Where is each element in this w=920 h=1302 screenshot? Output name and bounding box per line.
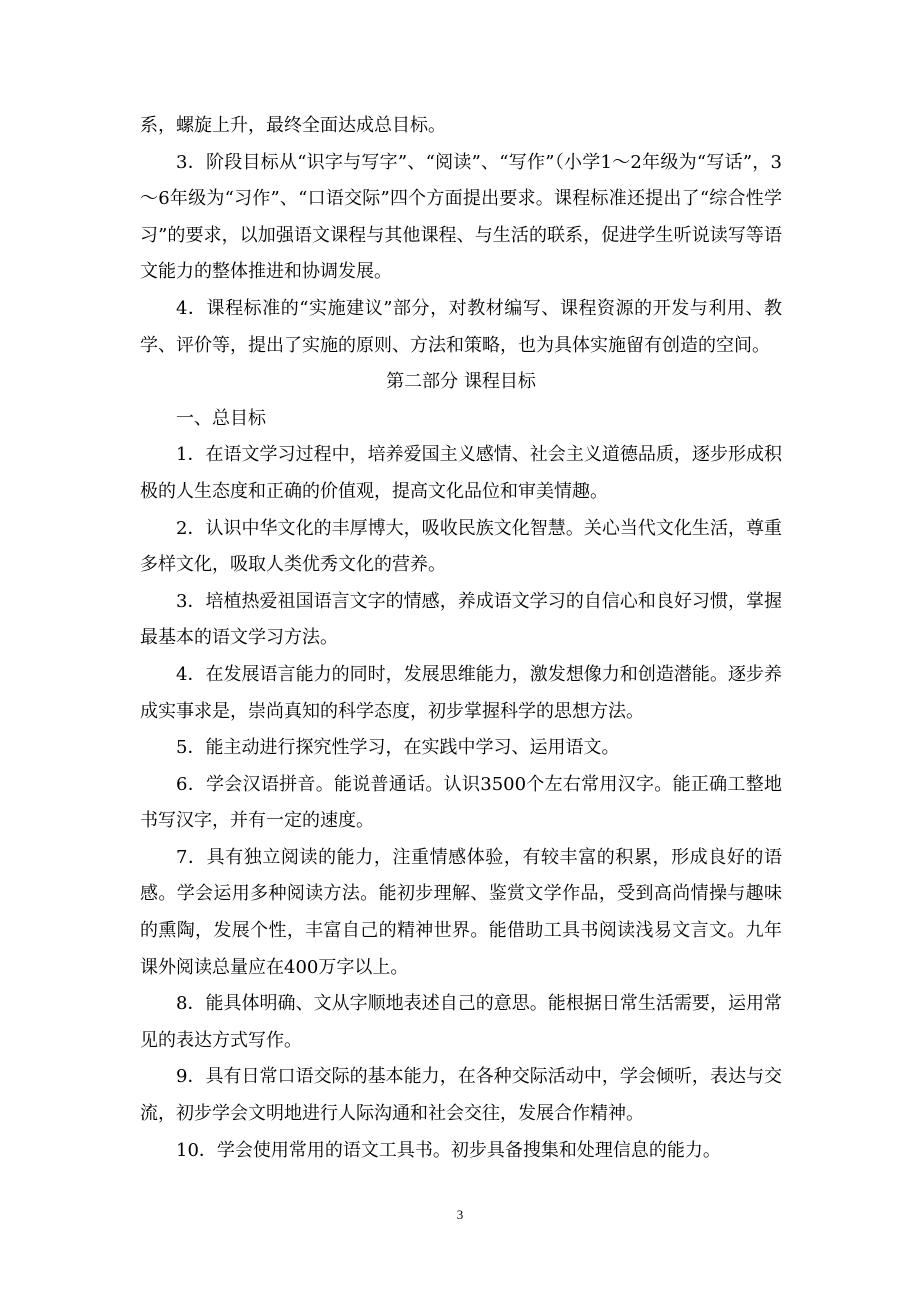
goal-item-6: 6．学会汉语拼音。能说普通话。认识3500个左右常用汉字。能正确工整地书写汉字，并有一定的速度。 [140,773,782,832]
goal-item-7: 7．具有独立阅读的能力，注重情感体验，有较丰富的积累，形成良好的语感。学会运用多种阅读方法。能初步理解、鉴赏文学作品，受到高尚情操与趣味的熏陶，发展个性，丰富自己的精神世界。能借助工具书阅读浅易文言文。九年课外阅读总量应在400万字以上。 [140,846,782,978]
goal-item-4: 4．在发展语言能力的同时，发展思维能力，激发想像力和创造潜能。逐步养成实事求是，崇尚真知的科学态度，初步掌握科学的思想方法。 [140,663,782,722]
paragraph-continuation: 系，螺旋上升，最终全面达成总目标。 [140,115,446,136]
goal-item-5: 5．能主动进行探究性学习，在实践中学习、运用语文。 [176,737,620,759]
goal-item-3: 3．培植热爱祖国语言文字的情感，养成语文学习的自信心和良好习惯，掌握最基本的语文学习方法。 [140,590,782,649]
document-body [140,108,782,1169]
goal-item-2: 2．认识中华文化的丰厚博大，吸收民族文化智慧。关心当代文化生活，尊重多样文化，吸取人类优秀文化的营养。 [140,517,782,576]
subsection-title: 一、总目标 [176,407,266,429]
section-title: 第二部分 课程目标 [386,371,536,393]
goal-item-9: 9．具有日常口语交际的基本能力，在各种交际活动中，学会倾听，表达与交流，初步学会文明地进行人际沟通和社会交往，发展合作精神。 [140,1066,782,1125]
goal-item-10: 10．学会使用常用的语文工具书。初步具备搜集和处理信息的能力。 [176,1139,721,1161]
goal-item-1: 1．在语文学习过程中，培养爱国主义感情、社会主义道德品质，逐步形成积极的人生态度和正确的价值观，提高文化品位和审美情趣。 [140,444,782,502]
page-number: 3 [456,1207,464,1222]
goal-item-8: 8．能具体明确、文从字顺地表述自己的意思。能根据日常生活需要，运用常见的表达方式写作。 [140,993,782,1051]
paragraph-stage-goals: 3．阶段目标从“识字与写字”、“阅读”、“写作”（小学1～2年级为“写话”，3～6年级为“习作”、“口语交际”四个方面提出要求。课程标准还提出了“综合性学习”的要求，以加强语文课程与其他课程、与生活的联系，促进学生听说读写等语文能力的整体推进和协调发展。 [140,151,782,283]
paragraph-implementation: 4．课程标准的“实施建议”部分，对教材编写、课程资源的开发与利用、教学、评价等，提出了实施的原则、方法和策略，也为具体实施留有创造的空间。 [140,297,782,356]
